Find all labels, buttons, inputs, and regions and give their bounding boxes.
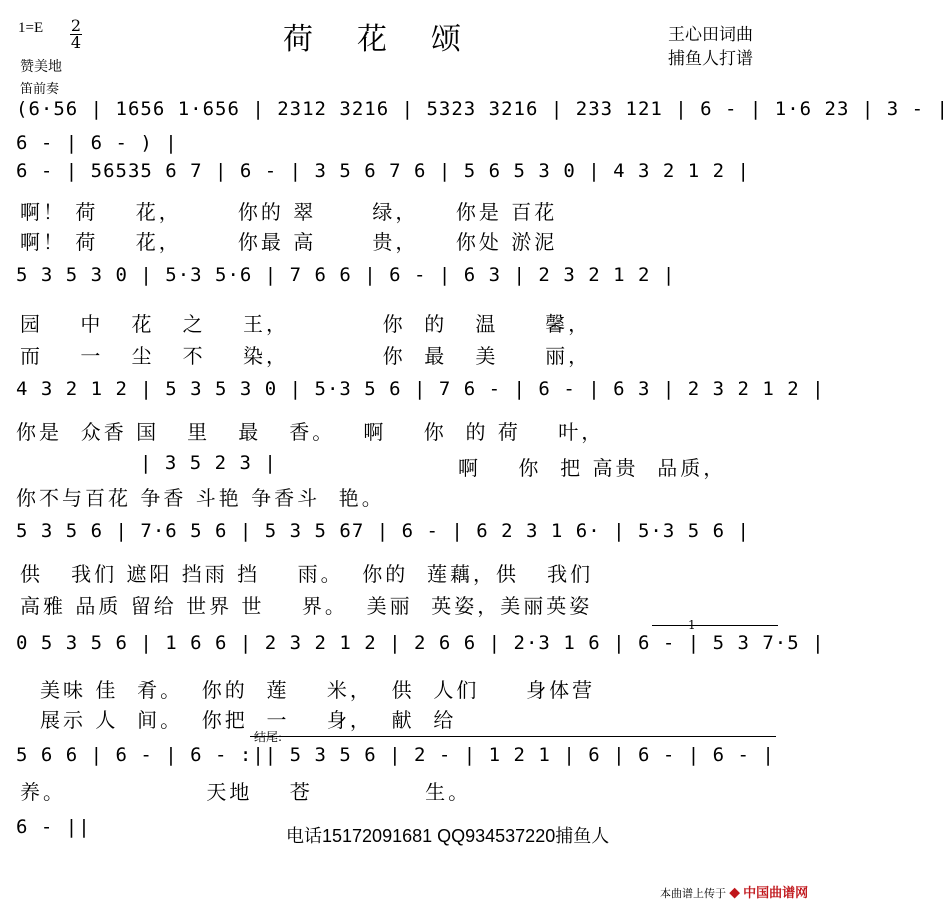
score-row-5 <box>16 378 825 408</box>
score-row-6 <box>140 452 340 482</box>
prelude-label: 笛前奏 <box>20 82 60 97</box>
lyric-line-1a: 啊！ 荷 花， 你的 翠 绿， 你是 百花 <box>20 200 558 224</box>
lyric-line-3b: 啊 你 把 高贵 品质， <box>458 456 727 480</box>
lyric-line-3a: 你是 众香 国 里 最 香。 啊 你 的 荷 叶， <box>16 420 605 444</box>
score-row-8 <box>16 632 825 662</box>
lyric-line-1b: 啊！ 荷 花， 你最 高 贵， 你处 淤泥 <box>20 230 558 254</box>
ending-label: 结尾: <box>254 730 283 744</box>
volta-one-label: 1 <box>688 618 696 632</box>
contact-info: 电话15172091681 QQ934537220捕鱼人 <box>286 826 610 846</box>
lyric-line-2a: 园 中 花 之 王， 你 的 温 馨， <box>20 312 592 336</box>
lyric-line-4a: 供 我们 遮阳 挡雨 挡 雨。 你的 莲藕，供 我们 <box>20 562 594 586</box>
time-top: 2 <box>70 16 82 35</box>
volta-bracket <box>652 625 778 626</box>
ending-bracket <box>250 736 776 737</box>
credit-lyrics: 王心田词曲 <box>668 25 753 45</box>
time-signature <box>70 18 82 51</box>
site-footer[interactable] <box>660 882 808 901</box>
lyric-line-4b: 高雅 品质 留给 世界 世 界。 美丽 英姿，美丽英姿 <box>20 594 593 618</box>
score-row-9 <box>16 744 786 774</box>
score-row-10 <box>16 816 136 846</box>
notation: (6·56 | 1656 1·656 | 2312 3216 | 5323 3216 | 233 121 | 6 - | 1·6 23 | 3 - | <box>16 98 949 120</box>
notation: 6 - || <box>16 816 91 838</box>
notation: 5 3 5 3 0 | 5·3 5·6 | 7 6 6 | 6 - | 6 3 | 2 3 2 1 2 | <box>16 264 676 286</box>
key-signature: 1=E <box>18 20 44 36</box>
lyric-line-6: 养。 天地 苍 生。 <box>20 780 472 804</box>
lyric-line-5a: 美味 佳 肴。 你的 莲 米， 供 人们 身体营 <box>40 678 596 702</box>
notation: | 3 5 2 3 | <box>140 452 277 474</box>
score-row-4 <box>16 264 786 294</box>
song-title: 荷花颂 <box>283 22 505 57</box>
style-marking: 赞美地 <box>20 59 62 75</box>
notation: 5 3 5 6 | 7·6 5 6 | 5 3 5 67 | 6 - | 6 2 3 1 6· | 5·3 5 6 | <box>16 520 750 542</box>
notation: 5 6 6 | 6 - | 6 - :|| 5 3 5 6 | 2 - | 1 2 1 | 6 | 6 - | 6 - | <box>16 744 775 766</box>
site-logo-icon: ◆ <box>729 888 741 900</box>
score-row-1 <box>16 98 949 128</box>
score-row-3 <box>16 160 786 190</box>
lyric-line-3c: 你不与百花 争香 斗艳 争香斗 艳。 <box>16 486 385 510</box>
notation: 4 3 2 1 2 | 5 3 5 3 0 | 5·3 5 6 | 7 6 - | 6 - | 6 3 | 2 3 2 1 2 | <box>16 378 825 400</box>
uploaded-label: 本曲谱上传于 <box>660 888 726 900</box>
score-row-7 <box>16 520 786 550</box>
time-bottom: 4 <box>70 33 82 52</box>
lyric-line-5b: 展示 人 间。 你把 一 身， 献 给 <box>40 708 457 732</box>
lyric-line-2b: 而 一 尘 不 染， 你 最 美 丽， <box>20 344 592 368</box>
credit-score: 捕鱼人打谱 <box>668 49 753 69</box>
notation: 6 - | 6 - ) | <box>16 132 178 154</box>
site-name[interactable]: 中国曲谱网 <box>743 885 809 900</box>
score-row-2 <box>16 132 786 162</box>
notation: 6 - | 56535 6 7 | 6 - | 3 5 6 7 6 | 5 6 5 3 0 | 4 3 2 1 2 | <box>16 160 750 182</box>
notation: 0 5 3 5 6 | 1 6 6 | 2 3 2 1 2 | 2 6 6 | 2·3 1 6 | 6 - | 5 3 7·5 | <box>16 632 825 654</box>
